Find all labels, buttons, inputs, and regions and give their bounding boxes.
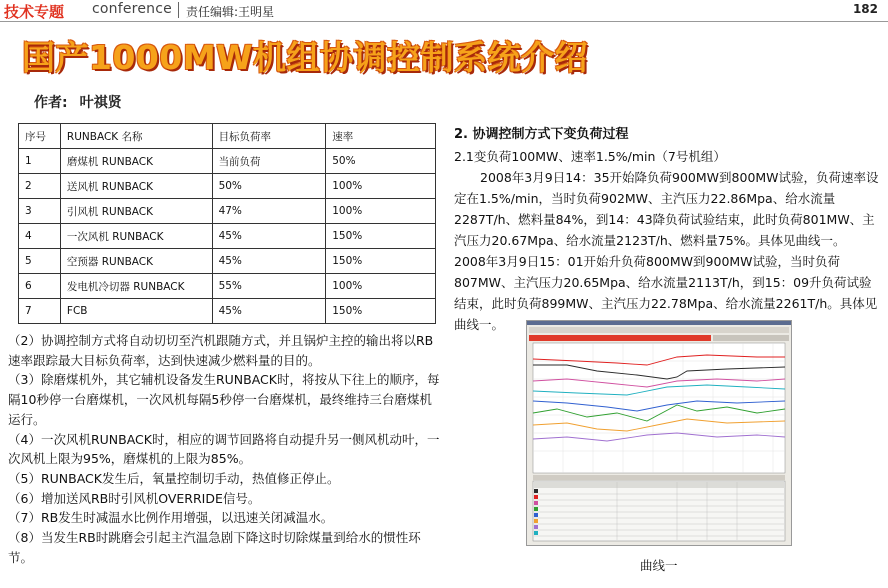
cell-rate: 50%: [326, 149, 436, 174]
cell-name: 一次风机 RUNBACK: [60, 224, 212, 249]
paragraph: 2008年3月9日15：01开始升负荷800MW到900MW试验，当时负荷807MW、主汽压力20.65Mpa、给水流量2113T/h，到15：09升负荷试验结束，此时负荷899MW、主汽压力22.78Mpa、给水流量2261T/h。具体见曲线一。: [454, 254, 878, 332]
editor-credit: 责任编辑:王明星: [186, 5, 275, 19]
paragraph: （8）当发生RB时跳磨会引起主汽温急剧下降这时切除煤量到给水的惯性环节。: [8, 530, 421, 565]
col-header-name: RUNBACK 名称: [60, 124, 212, 149]
paragraph: （5）RUNBACK发生后，氧量控制切手动，热值修正停止。: [8, 470, 340, 486]
paragraph: （4）一次风机RUNBACK时，相应的调节回路将自动提升另一侧风机动叶，一次风机上限为95%，磨煤机的上限为85%。: [8, 431, 440, 467]
col-header-rate: 速率: [326, 124, 436, 149]
table-row: [19, 199, 436, 224]
left-column-text: [8, 331, 440, 567]
page-header: [0, 0, 888, 22]
cell-index: 7: [19, 299, 61, 324]
cell-target: 当前负荷: [212, 149, 326, 174]
cell-name: 发电机冷切器 RUNBACK: [60, 274, 212, 299]
cell-index: 3: [19, 199, 61, 224]
cell-rate: 100%: [326, 274, 436, 299]
cell-target: 45%: [212, 249, 326, 274]
trend-screenshot-image: [527, 321, 791, 545]
cell-target: 45%: [212, 224, 326, 249]
article-title: 国产1000MW机组协调控制系统介绍: [22, 38, 589, 77]
page-number: 182: [852, 2, 878, 16]
trend-screenshot-figure: [526, 320, 792, 546]
paragraph: （6）增加送风RB时引风机OVERRIDE信号。: [8, 490, 261, 506]
author-line: [34, 92, 122, 112]
cell-name: 空预器 RUNBACK: [60, 249, 212, 274]
cell-name: 送风机 RUNBACK: [60, 174, 212, 199]
table-row: [19, 224, 436, 249]
table-row: [19, 149, 436, 174]
col-header-index: 序号: [19, 124, 61, 149]
cell-rate: 150%: [326, 249, 436, 274]
header-divider: [178, 2, 179, 18]
table-row: [19, 299, 436, 324]
table-row: [19, 274, 436, 299]
column-subtitle: conference: [92, 1, 172, 17]
cell-target: 50%: [212, 174, 326, 199]
right-column-text: [454, 146, 882, 335]
cell-rate: 150%: [326, 224, 436, 249]
cell-rate: 100%: [326, 199, 436, 224]
runback-table: [18, 123, 436, 324]
cell-index: 2: [19, 174, 61, 199]
cell-name: 引风机 RUNBACK: [60, 199, 212, 224]
subsection-heading: 2.1变负荷100MW、速率1.5%/min（7号机组）: [454, 149, 726, 164]
cell-rate: 150%: [326, 299, 436, 324]
paragraph: 2008年3月9日14：35开始降负荷900MW到800MW试验，负荷速率设定在1.5%/min，当时负荷902MW、主汽压力22.86Mpa、给水流量2287T/h、燃料量84%，到14：43降负荷试验结束，此时负荷801MW、主汽压力20.67Mpa、给水流量2123T/h、燃料量75%。具体见曲线一。: [454, 170, 879, 248]
section-heading: 2. 协调控制方式下变负荷过程: [454, 127, 629, 142]
author-label: 作者:: [34, 95, 68, 111]
cell-index: 4: [19, 224, 61, 249]
cell-target: 55%: [212, 274, 326, 299]
table-row: [19, 249, 436, 274]
cell-name: 磨煤机 RUNBACK: [60, 149, 212, 174]
table-row: [19, 174, 436, 199]
cell-rate: 100%: [326, 174, 436, 199]
paragraph: （7）RB发生时减温水比例作用增强，以迅速关闭减温水。: [8, 510, 334, 526]
cell-index: 6: [19, 274, 61, 299]
paragraph: （2）协调控制方式将自动切切至汽机跟随方式，并且锅炉主控的输出将以RB速率跟踪最大目标负荷率，达到快速减少燃料量的目的。: [8, 333, 434, 368]
paragraph: （3）除磨煤机外，其它辅机设备发生RUNBACK时，将按从下往上的顺序，每隔10秒停一台磨煤机，一次风机每隔5秒停一台磨煤机，最终维持三台磨煤机运行。: [8, 372, 440, 427]
table-header-row: [19, 124, 436, 149]
cell-target: 45%: [212, 299, 326, 324]
column-brand: 技术专题: [4, 3, 65, 21]
cell-name: FCB: [60, 299, 212, 324]
cell-target: 47%: [212, 199, 326, 224]
figure-caption: 曲线一: [640, 558, 678, 573]
author-name: 叶祺贤: [79, 95, 122, 111]
header-rule: [0, 21, 888, 22]
cell-index: 5: [19, 249, 61, 274]
col-header-target: 目标负荷率: [212, 124, 326, 149]
cell-index: 1: [19, 149, 61, 174]
